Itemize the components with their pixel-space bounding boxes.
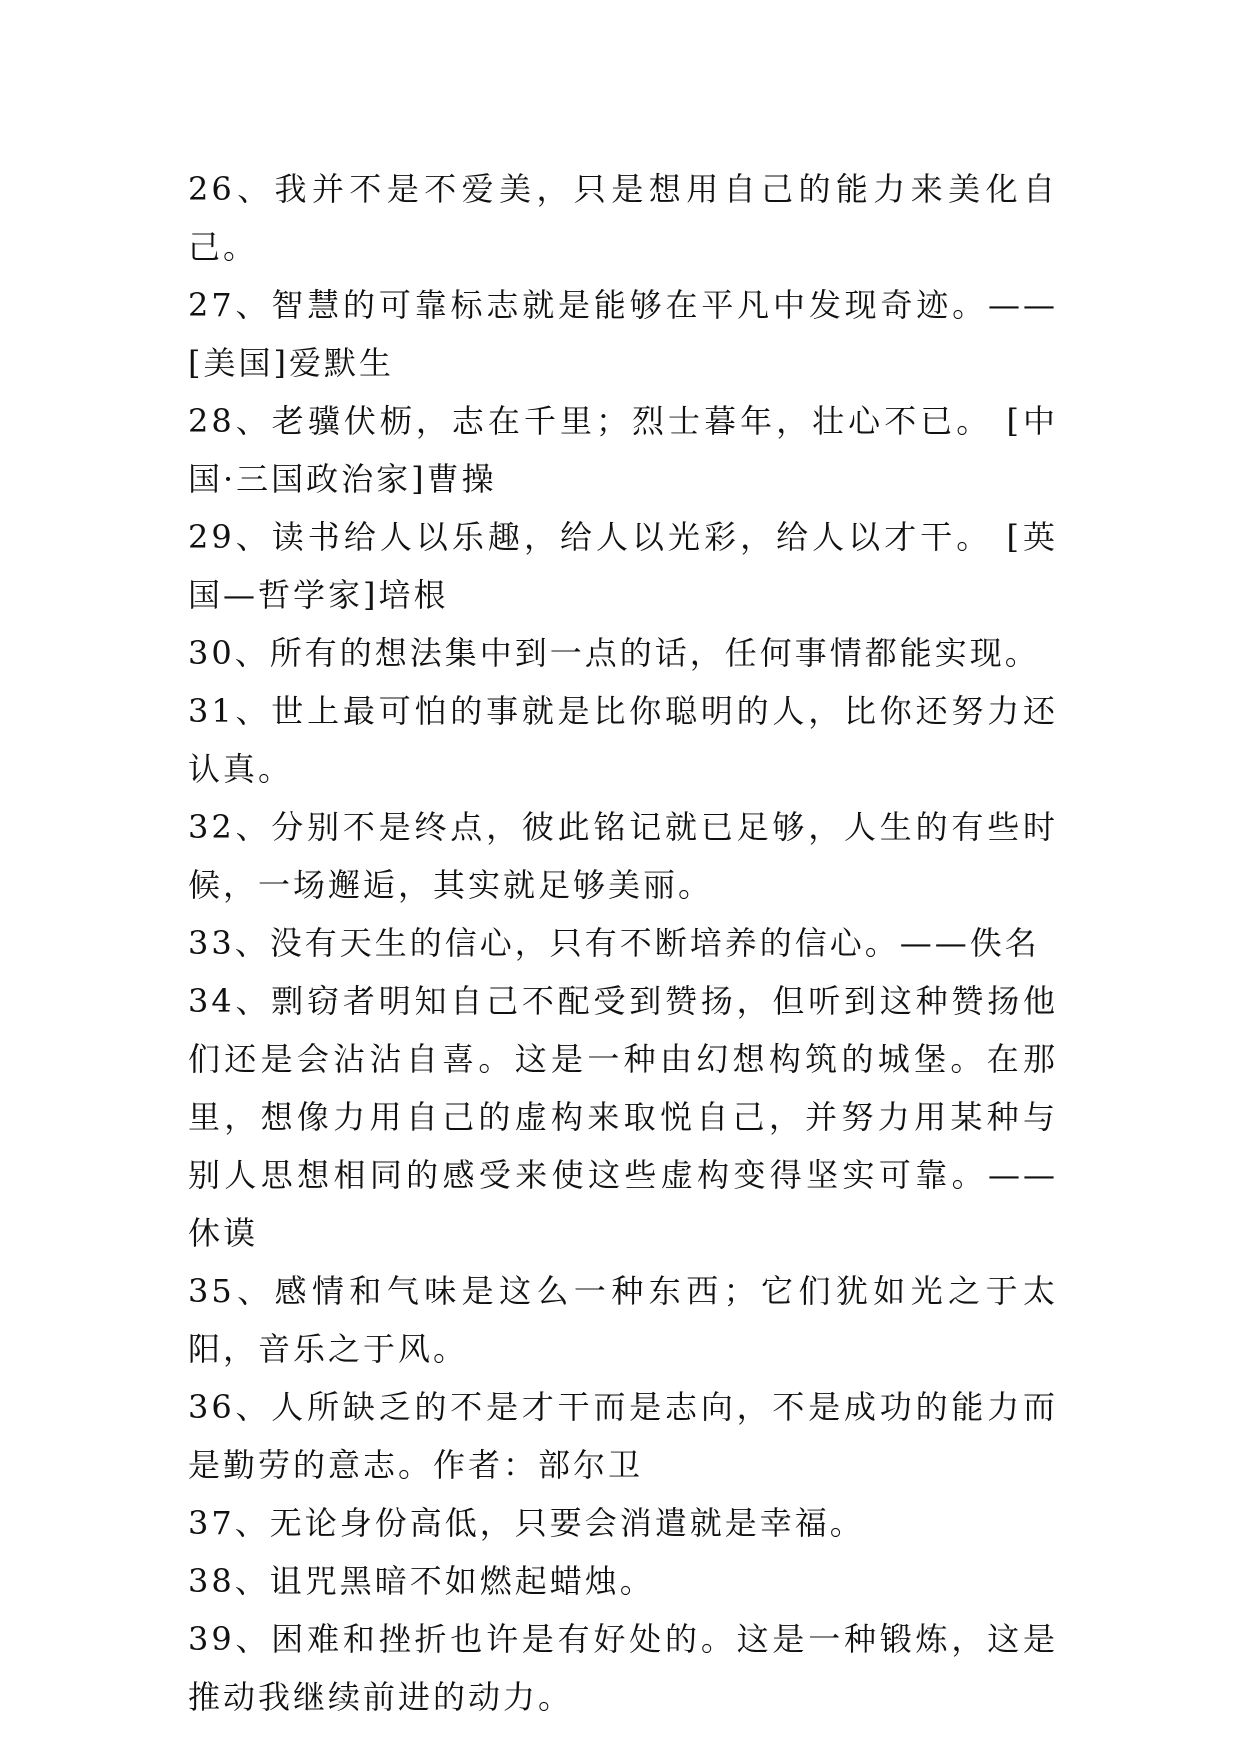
quote-32: 32、分别不是终点，彼此铭记就已足够，人生的有些时候，一场邂逅，其实就足够美丽。 [188, 808, 1058, 904]
quote-34: 34、剽窃者明知自己不配受到赞扬，但听到这种赞扬他们还是会沾沾自喜。这是一种由幻想构筑的城堡。在那里，想像力用自己的虚构来取悦自己，并努力用某种与别人思想相同的感受来使这些虚构变得坚实可靠。——休谟 [188, 982, 1058, 1252]
quote-31: 31、世上最可怕的事就是比你聪明的人，比你还努力还认真。 [188, 692, 1058, 788]
quote-list [188, 160, 1058, 1726]
quote-36: 36、人所缺乏的不是才干而是志向，不是成功的能力而是勤劳的意志。作者：部尔卫 [188, 1388, 1058, 1484]
quote-39: 39、困难和挫折也许是有好处的。这是一种锻炼，这是推动我继续前进的动力。 [188, 1620, 1058, 1716]
quote-35: 35、感情和气味是这么一种东西；它们犹如光之于太阳，音乐之于风。 [188, 1272, 1058, 1368]
quote-27: 27、智慧的可靠标志就是能够在平凡中发现奇迹。——[美国]爱默生 [188, 286, 1058, 382]
quote-33: 33、没有天生的信心，只有不断培养的信心。——佚名 [188, 924, 1040, 962]
quote-37: 37、无论身份高低，只要会消遣就是幸福。 [188, 1504, 865, 1542]
quote-38: 38、诅咒黑暗不如燃起蜡烛。 [188, 1562, 655, 1600]
quote-28: 28、老骥伏枥，志在千里；烈士暮年，壮心不已。 [中国·三国政治家]曹操 [188, 402, 1058, 498]
quote-30: 30、所有的想法集中到一点的话，任何事情都能实现。 [188, 634, 1040, 672]
quote-26: 26、我并不是不爱美，只是想用自己的能力来美化自己。 [188, 170, 1058, 266]
quote-29: 29、读书给人以乐趣，给人以光彩，给人以才干。 [英国—哲学家]培根 [188, 518, 1058, 614]
